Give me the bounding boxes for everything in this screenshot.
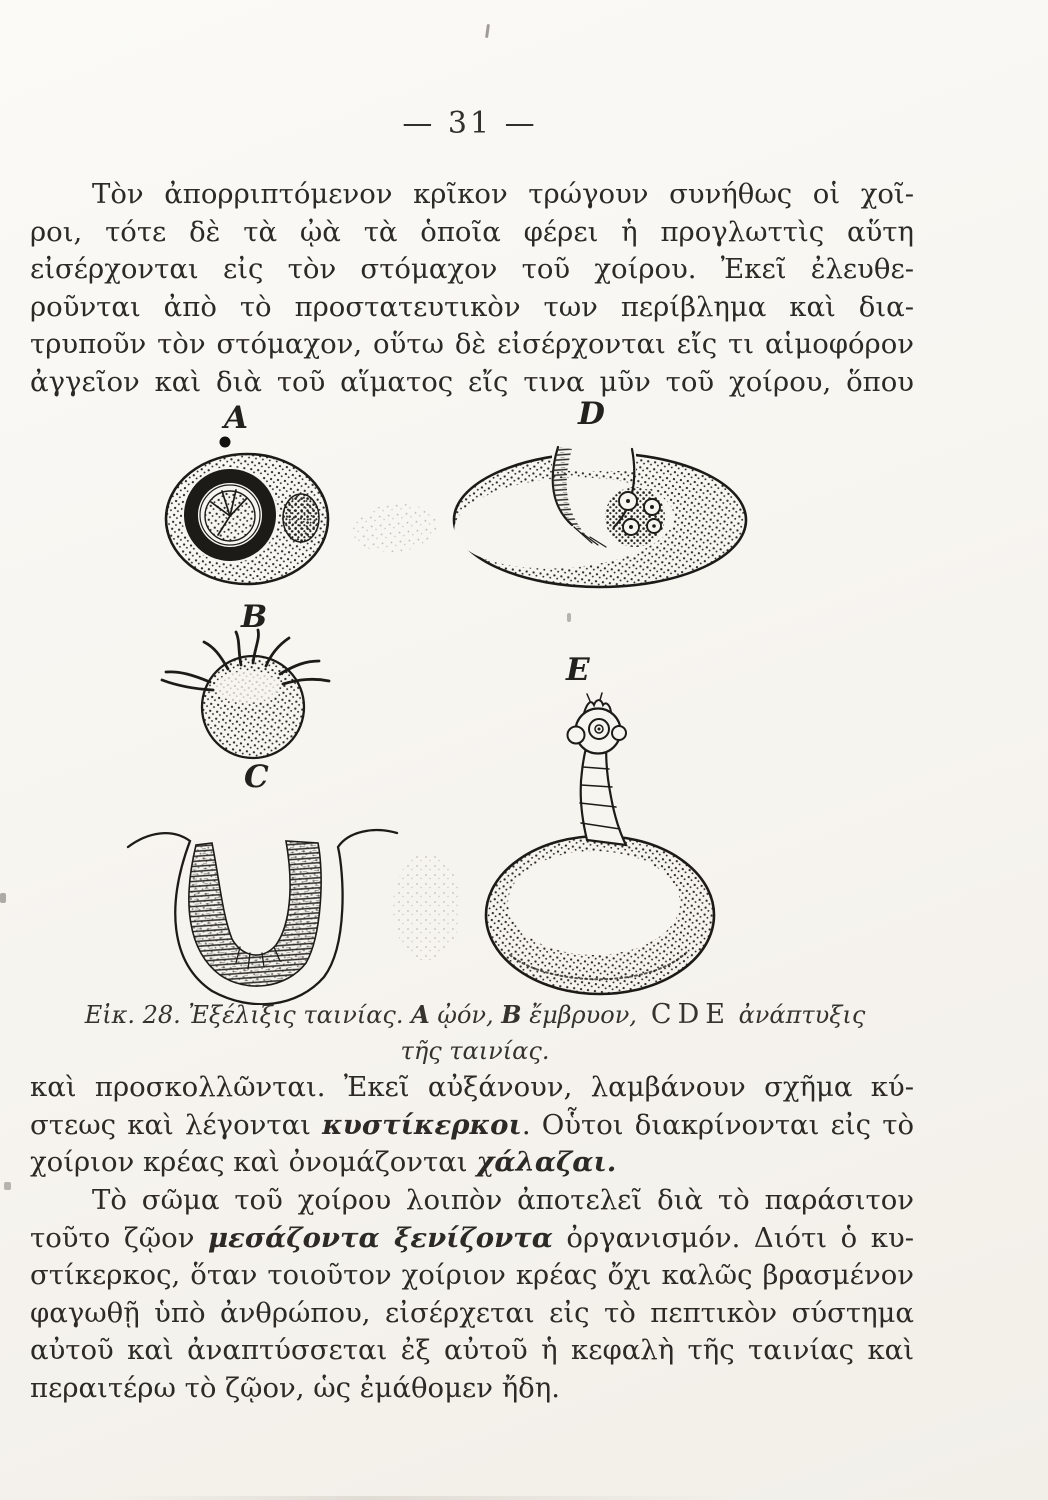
paragraph-host (30, 1182, 914, 1407)
scan-speck (0, 893, 6, 903)
text-line: καὶ προσκολλῶνται. Ἐκεῖ αὐξάνουν, λαμβάνουν σχῆμα κύ- (30, 1071, 914, 1103)
scan-speck (567, 613, 571, 622)
figure-illustration (90, 395, 810, 1005)
scan-smudges (351, 500, 461, 961)
text-line: χοίριον κρέας καὶ ὀνομάζονται χάλαζαι. (30, 1146, 617, 1178)
figure-label-c: C (244, 759, 269, 795)
text-line: Τὸν ἀπορριπτόμενον κρῖκον τρώγουν συνήθως οἱ χοῖ- (92, 178, 914, 210)
scan-edge-shadow (0, 1496, 1048, 1500)
text-line: τοῦτο ζῷον μεσάζοντα ξενίζοντα ὀργανισμόν. Διότι ὁ κυ- (30, 1221, 914, 1254)
page-number: — 31 — (402, 106, 538, 141)
figure-label-b: B (241, 599, 268, 635)
text-line: Εἰκ. 28. Ἐξέλιξις ταινίας. A ᾠόν, B ἔμβρυον, CDE ἀνάπτυξις (84, 999, 866, 1030)
text-line: εἰσέρχονται εἰς τὸν στόμαχον τοῦ χοίρου. Ἐκεῖ ἐλευθε- (30, 253, 914, 285)
figure-label-a: A (224, 400, 249, 436)
text-line: φαγωθῇ ὑπὸ ἀνθρώπου, εἰσέρχεται εἰς τὸ πεπτικὸν σύστημα (30, 1296, 914, 1329)
text-line: στίκερκος, ὅταν τοιοῦτον χοίριον κρέας ὄχι καλῶς βρασμένον (30, 1259, 914, 1291)
oncosphere-drawing-B (162, 630, 329, 758)
cysticercus-scolex-drawing-E (486, 693, 714, 994)
text-line: ἀγγεῖον καὶ διὰ τοῦ αἵματος εἴς τινα μῦν τοῦ χοίρου, ὅπου (30, 365, 914, 398)
text-line: Τὸ σῶμα τοῦ χοίρου λοιπὸν ἀποτελεῖ διὰ τὸ παράσιτον (92, 1184, 914, 1216)
text-line: τρυποῦν τὸν στόμαχον, οὕτω δὲ εἰσέρχονται εἴς τι αἱμοφόρον (30, 328, 914, 360)
paragraph-cysticerci (30, 1069, 914, 1182)
paragraph-intro (30, 176, 914, 401)
text-line: αὐτοῦ καὶ ἀναπτύσσεται ἐξ αὐτοῦ ἡ κεφαλὴ τῆς ταινίας καὶ (30, 1334, 914, 1366)
text-line: ροι, τότε δὲ τὰ ᾠὰ τὰ ὁποῖα φέρει ἡ προγλωττὶς αὕτη (30, 215, 914, 248)
embryo-invagination-drawing-D (451, 441, 746, 587)
text-line: στεως καὶ λέγονται κυστίκερκοι. Οὗτοι διακρίνονται εἰς τὸ (30, 1108, 914, 1141)
invaginated-cyst-drawing-C (128, 830, 397, 1004)
text-line: περαιτέρω τὸ ζῷον, ὡς ἐμάθομεν ἤδη. (30, 1371, 560, 1404)
figure-caption (70, 997, 880, 1069)
figure-label-e: E (566, 652, 590, 688)
text-line: ροῦνται ἀπὸ τὸ προστατευτικὸν των περίβλημα καὶ δια- (30, 290, 914, 323)
figure-label-d: D (578, 396, 605, 432)
text-line: τῆς ταινίας. (400, 1037, 550, 1065)
scan-speck (485, 24, 490, 38)
scan-speck (4, 1182, 11, 1190)
egg-drawing-A (166, 437, 328, 585)
